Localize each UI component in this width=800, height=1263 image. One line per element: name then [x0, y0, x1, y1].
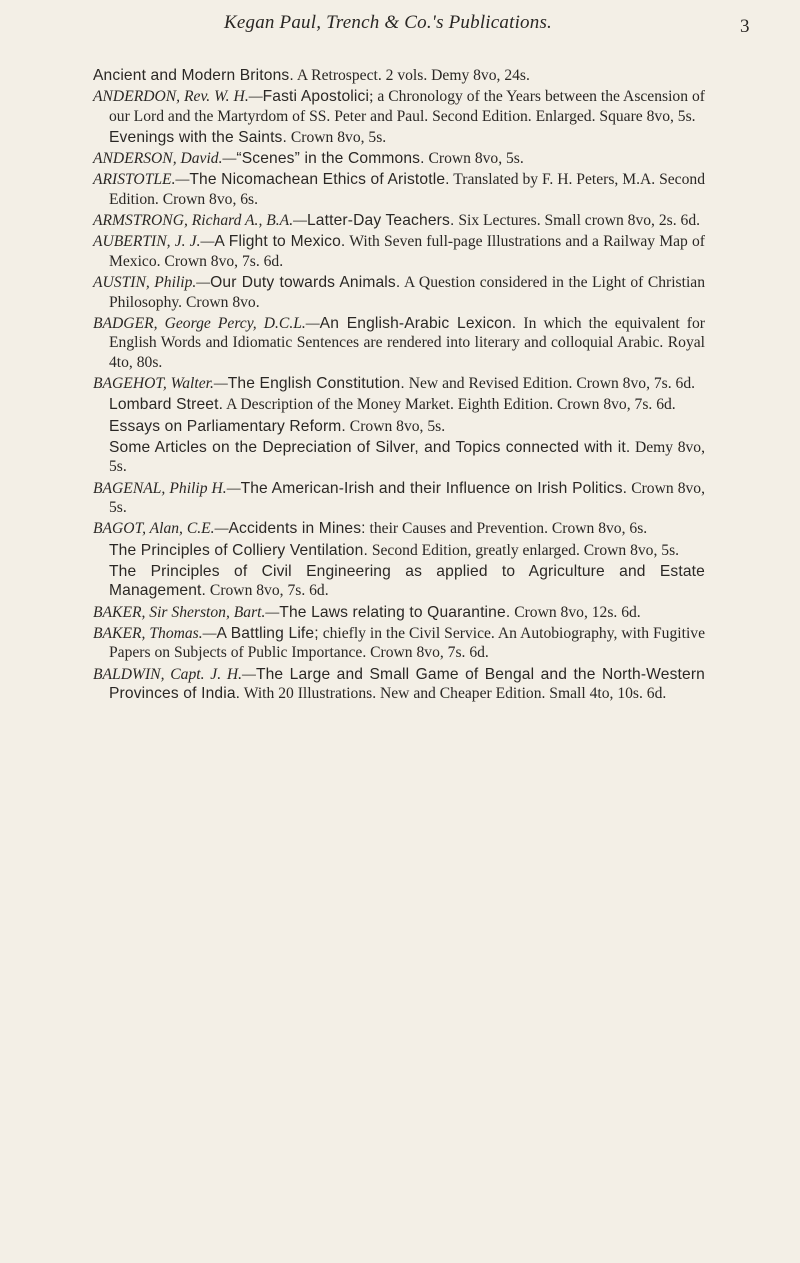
entry-description: Demy 8vo, 5s.	[109, 438, 705, 476]
catalogue-entry	[93, 374, 705, 394]
catalogue-entry	[93, 314, 705, 373]
entry-author: BADGER, George Percy, D.C.L.—	[93, 314, 320, 332]
entry-title: The Large and Small Game of Bengal and the North-Western Provinces of India.	[109, 665, 705, 703]
entry-title: Accidents in Mines:	[228, 520, 366, 538]
entry-author: BAGENAL, Philip H.—	[93, 479, 241, 497]
entry-author: ARISTOTLE.—	[93, 171, 190, 189]
catalogue-entry	[93, 170, 705, 209]
catalogue-entry	[93, 232, 705, 271]
catalogue-entry	[93, 211, 705, 231]
entry-description: With 20 Illustrations. New and Cheaper Edition. Small 4to, 10s. 6d.	[240, 685, 667, 703]
entry-author: BAKER, Thomas.—	[93, 624, 217, 642]
page-header	[0, 0, 800, 50]
catalogue-entry	[93, 417, 705, 437]
entry-author: BAKER, Sir Sherston, Bart.—	[93, 603, 280, 621]
catalogue-entry	[93, 66, 705, 86]
catalogue-entry	[93, 273, 705, 312]
entry-title: Our Duty towards Animals.	[210, 274, 401, 292]
entry-description: In which the equivalent for English Words and Idiomatic Sentences are rendered into literary and colloquial Arabic. Royal 4to, 80s.	[109, 314, 705, 372]
entry-description: their Causes and Prevention. Crown 8vo, 6s.	[365, 520, 648, 538]
catalogue-entry	[93, 87, 705, 126]
catalogue-entry	[93, 479, 705, 518]
catalogue-entry	[93, 624, 705, 663]
entry-title: The Laws relating to Quarantine.	[279, 603, 511, 621]
entry-description: Six Lectures. Small crown 8vo, 2s. 6d.	[454, 212, 701, 230]
catalogue-entry	[93, 665, 705, 704]
entry-description: A Question considered in the Light of Christian Philosophy. Crown 8vo.	[109, 274, 706, 311]
entry-title: The American-Irish and their Influence on Irish Politics.	[240, 479, 628, 497]
entry-author: AUSTIN, Philip.—	[93, 274, 211, 292]
entry-description: A Description of the Money Market. Eighth Edition. Crown 8vo, 7s. 6d.	[223, 396, 676, 414]
catalogue-entry	[93, 438, 705, 477]
entry-title: Evenings with the Saints.	[109, 128, 287, 146]
entry-description: New and Revised Edition. Crown 8vo, 7s. 6d.	[404, 375, 696, 393]
entry-author: ANDERSON, David.—	[93, 150, 237, 168]
entry-description: Crown 8vo, 7s. 6d.	[206, 582, 329, 600]
entry-description: ; a Chronology of the Years between the Ascension of our Lord and the Martyrdom of SS. Peter and Paul. Second Edition. Enlarged. Square 8vo, 5s.	[109, 88, 705, 125]
entry-description: A Retrospect. 2 vols. Demy 8vo, 24s.	[293, 67, 530, 84]
catalogue-entry	[93, 128, 705, 148]
entry-author: ARMSTRONG, Richard A., B.A.—	[93, 212, 307, 230]
page-number: 3	[740, 16, 750, 37]
entry-title: “Scenes” in the Commons.	[236, 150, 425, 168]
entry-description: With Seven full-page Illustrations and a Railway Map of Mexico. Crown 8vo, 7s. 6d.	[109, 233, 705, 270]
entry-author: BALDWIN, Capt. J. H.—	[93, 665, 256, 683]
catalogue-entry	[93, 395, 705, 415]
catalogue-entry	[93, 562, 705, 601]
entry-description: chiefly in the Civil Service. An Autobiography, with Fugitive Papers on Subjects of Public Importance. Crown 8vo, 7s. 6d.	[109, 624, 705, 662]
entry-description: Crown 8vo, 12s. 6d.	[510, 603, 641, 621]
entry-title: An English-Arabic Lexicon.	[319, 314, 517, 332]
entry-description: Translated by F. H. Peters, M.A. Second Edition. Crown 8vo, 6s.	[109, 171, 705, 208]
catalogue-entry	[93, 149, 705, 169]
entry-title: The Nicomachean Ethics of Aristotle.	[189, 171, 450, 189]
entry-title: The Principles of Colliery Ventilation.	[109, 541, 368, 559]
entry-description: Crown 8vo, 5s.	[286, 128, 387, 146]
entry-title: Latter-Day Teachers.	[306, 212, 455, 230]
catalogue-list	[93, 66, 705, 705]
entry-title: Essays on Parliamentary Reform.	[109, 417, 346, 435]
entry-description: Crown 8vo, 5s.	[345, 417, 446, 435]
entry-author: BAGEHOT, Walter.—	[93, 375, 228, 393]
entry-title: Some Articles on the Depreciation of Silver, and Topics connected with it.	[109, 438, 631, 456]
entry-description: Crown 8vo, 5s.	[424, 150, 524, 168]
entry-author: BAGOT, Alan, C.E.—	[93, 520, 229, 538]
catalogue-entry	[93, 519, 705, 539]
entry-author: ANDERDON, Rev. W. H.—	[93, 88, 263, 106]
entry-title: Fasti Apostolici	[262, 88, 370, 106]
catalogue-entry	[93, 541, 705, 561]
entry-description: Second Edition, greatly enlarged. Crown 8vo, 5s.	[367, 541, 680, 559]
entry-author: AUBERTIN, J. J.—	[93, 233, 215, 251]
running-title: Kegan Paul, Trench & Co.'s Publications.	[223, 12, 553, 33]
entry-title: A Battling Life;	[216, 624, 319, 642]
entry-title: A Flight to Mexico.	[214, 233, 346, 251]
entry-description: Crown 8vo, 5s.	[109, 479, 705, 517]
entry-title: Lombard Street.	[109, 396, 224, 414]
entry-title: The English Constitution.	[227, 375, 405, 393]
catalogue-entry	[93, 603, 705, 623]
entry-title: The Principles of Civil Engineering as applied to Agriculture and Estate Management.	[109, 562, 705, 600]
entry-title: Ancient and Modern Britons.	[93, 67, 294, 84]
